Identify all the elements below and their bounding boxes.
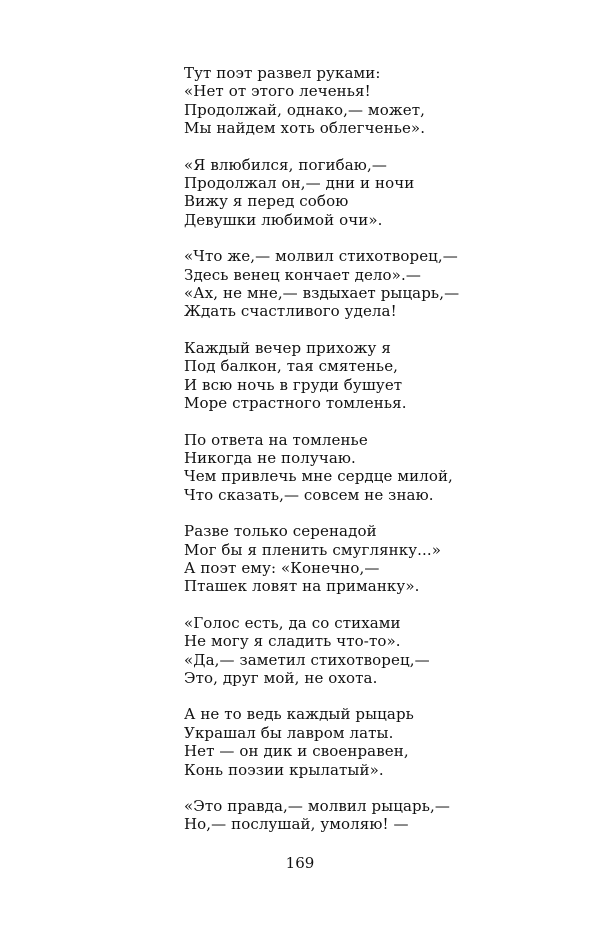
- stanza: [184, 247, 484, 321]
- stanza: [184, 156, 484, 230]
- stanza: [184, 339, 484, 413]
- poem-line: «Что же,— молвил стихотворец,—: [184, 247, 458, 266]
- stanza: [184, 797, 484, 834]
- poem-line: Украшал бы лавром латы.: [184, 723, 394, 742]
- stanza: [184, 522, 484, 596]
- poem-line: Вижу я перед собою: [184, 192, 349, 211]
- poem-line: Тут поэт развел руками:: [184, 64, 381, 82]
- poem-line: И всю ночь в груди бушует: [184, 375, 403, 394]
- poem-line: По ответа на томленье: [184, 430, 368, 449]
- poem-line: Конь поэзии крылатый».: [184, 760, 384, 779]
- poem-line: Пташек ловят на приманку».: [184, 577, 420, 596]
- poem-line: Нет — он дик и своенравен,: [184, 742, 409, 761]
- poem-line: «Голос есть, да со стихами: [184, 613, 401, 632]
- poem-line: «Да,— заметил стихотворец,—: [184, 650, 430, 669]
- poem-line: Это, друг мой, не охота.: [184, 668, 378, 687]
- stanza: [184, 705, 484, 779]
- poem-line: Никогда не получаю.: [184, 448, 356, 467]
- stanza: [184, 614, 484, 688]
- poem-line: А не то ведь каждый рыцарь: [184, 705, 414, 724]
- poem-line: Каждый вечер прихожу я: [184, 338, 391, 357]
- poem-line: «Нет от этого леченья!: [184, 82, 371, 101]
- poem-line: Море страстного томленья.: [184, 394, 407, 413]
- poem-line: «Я влюбился, погибаю,—: [184, 155, 387, 174]
- poem-text: [184, 64, 484, 852]
- poem-line: Девушки любимой очи».: [184, 210, 383, 229]
- poem-line: Мог бы я пленить смуглянку...»: [184, 540, 442, 559]
- stanza: [184, 431, 484, 505]
- stanza: [184, 64, 484, 138]
- poem-line: Здесь венец кончает дело».—: [184, 265, 421, 284]
- poem-line: Под балкон, тая смятенье,: [184, 357, 399, 376]
- poem-line: «Это правда,— молвил рыцарь,—: [184, 797, 450, 815]
- poem-line: Что сказать,— совсем не знаю.: [184, 485, 434, 504]
- poem-line: Разве только серенадой: [184, 522, 377, 541]
- poem-line: Ждать счастливого удела!: [184, 302, 397, 321]
- poem-line: «Ах, не мне,— вздыхает рыцарь,—: [184, 284, 460, 303]
- poem-line: Чем привлечь мне сердце милой,: [184, 467, 453, 486]
- poem-line: Мы найдем хоть облегченье».: [184, 119, 426, 138]
- poem-line: Продолжай, однако,— может,: [184, 100, 425, 119]
- poem-line: Не могу я сладить что-то».: [184, 632, 401, 651]
- poem-line: Но,— послушай, умоляю! —: [184, 815, 409, 834]
- poem-line: А поэт ему: «Конечно,—: [184, 558, 380, 577]
- page-number: 169: [285, 854, 315, 872]
- poem-line: Продолжал он,— дни и ночи: [184, 174, 415, 193]
